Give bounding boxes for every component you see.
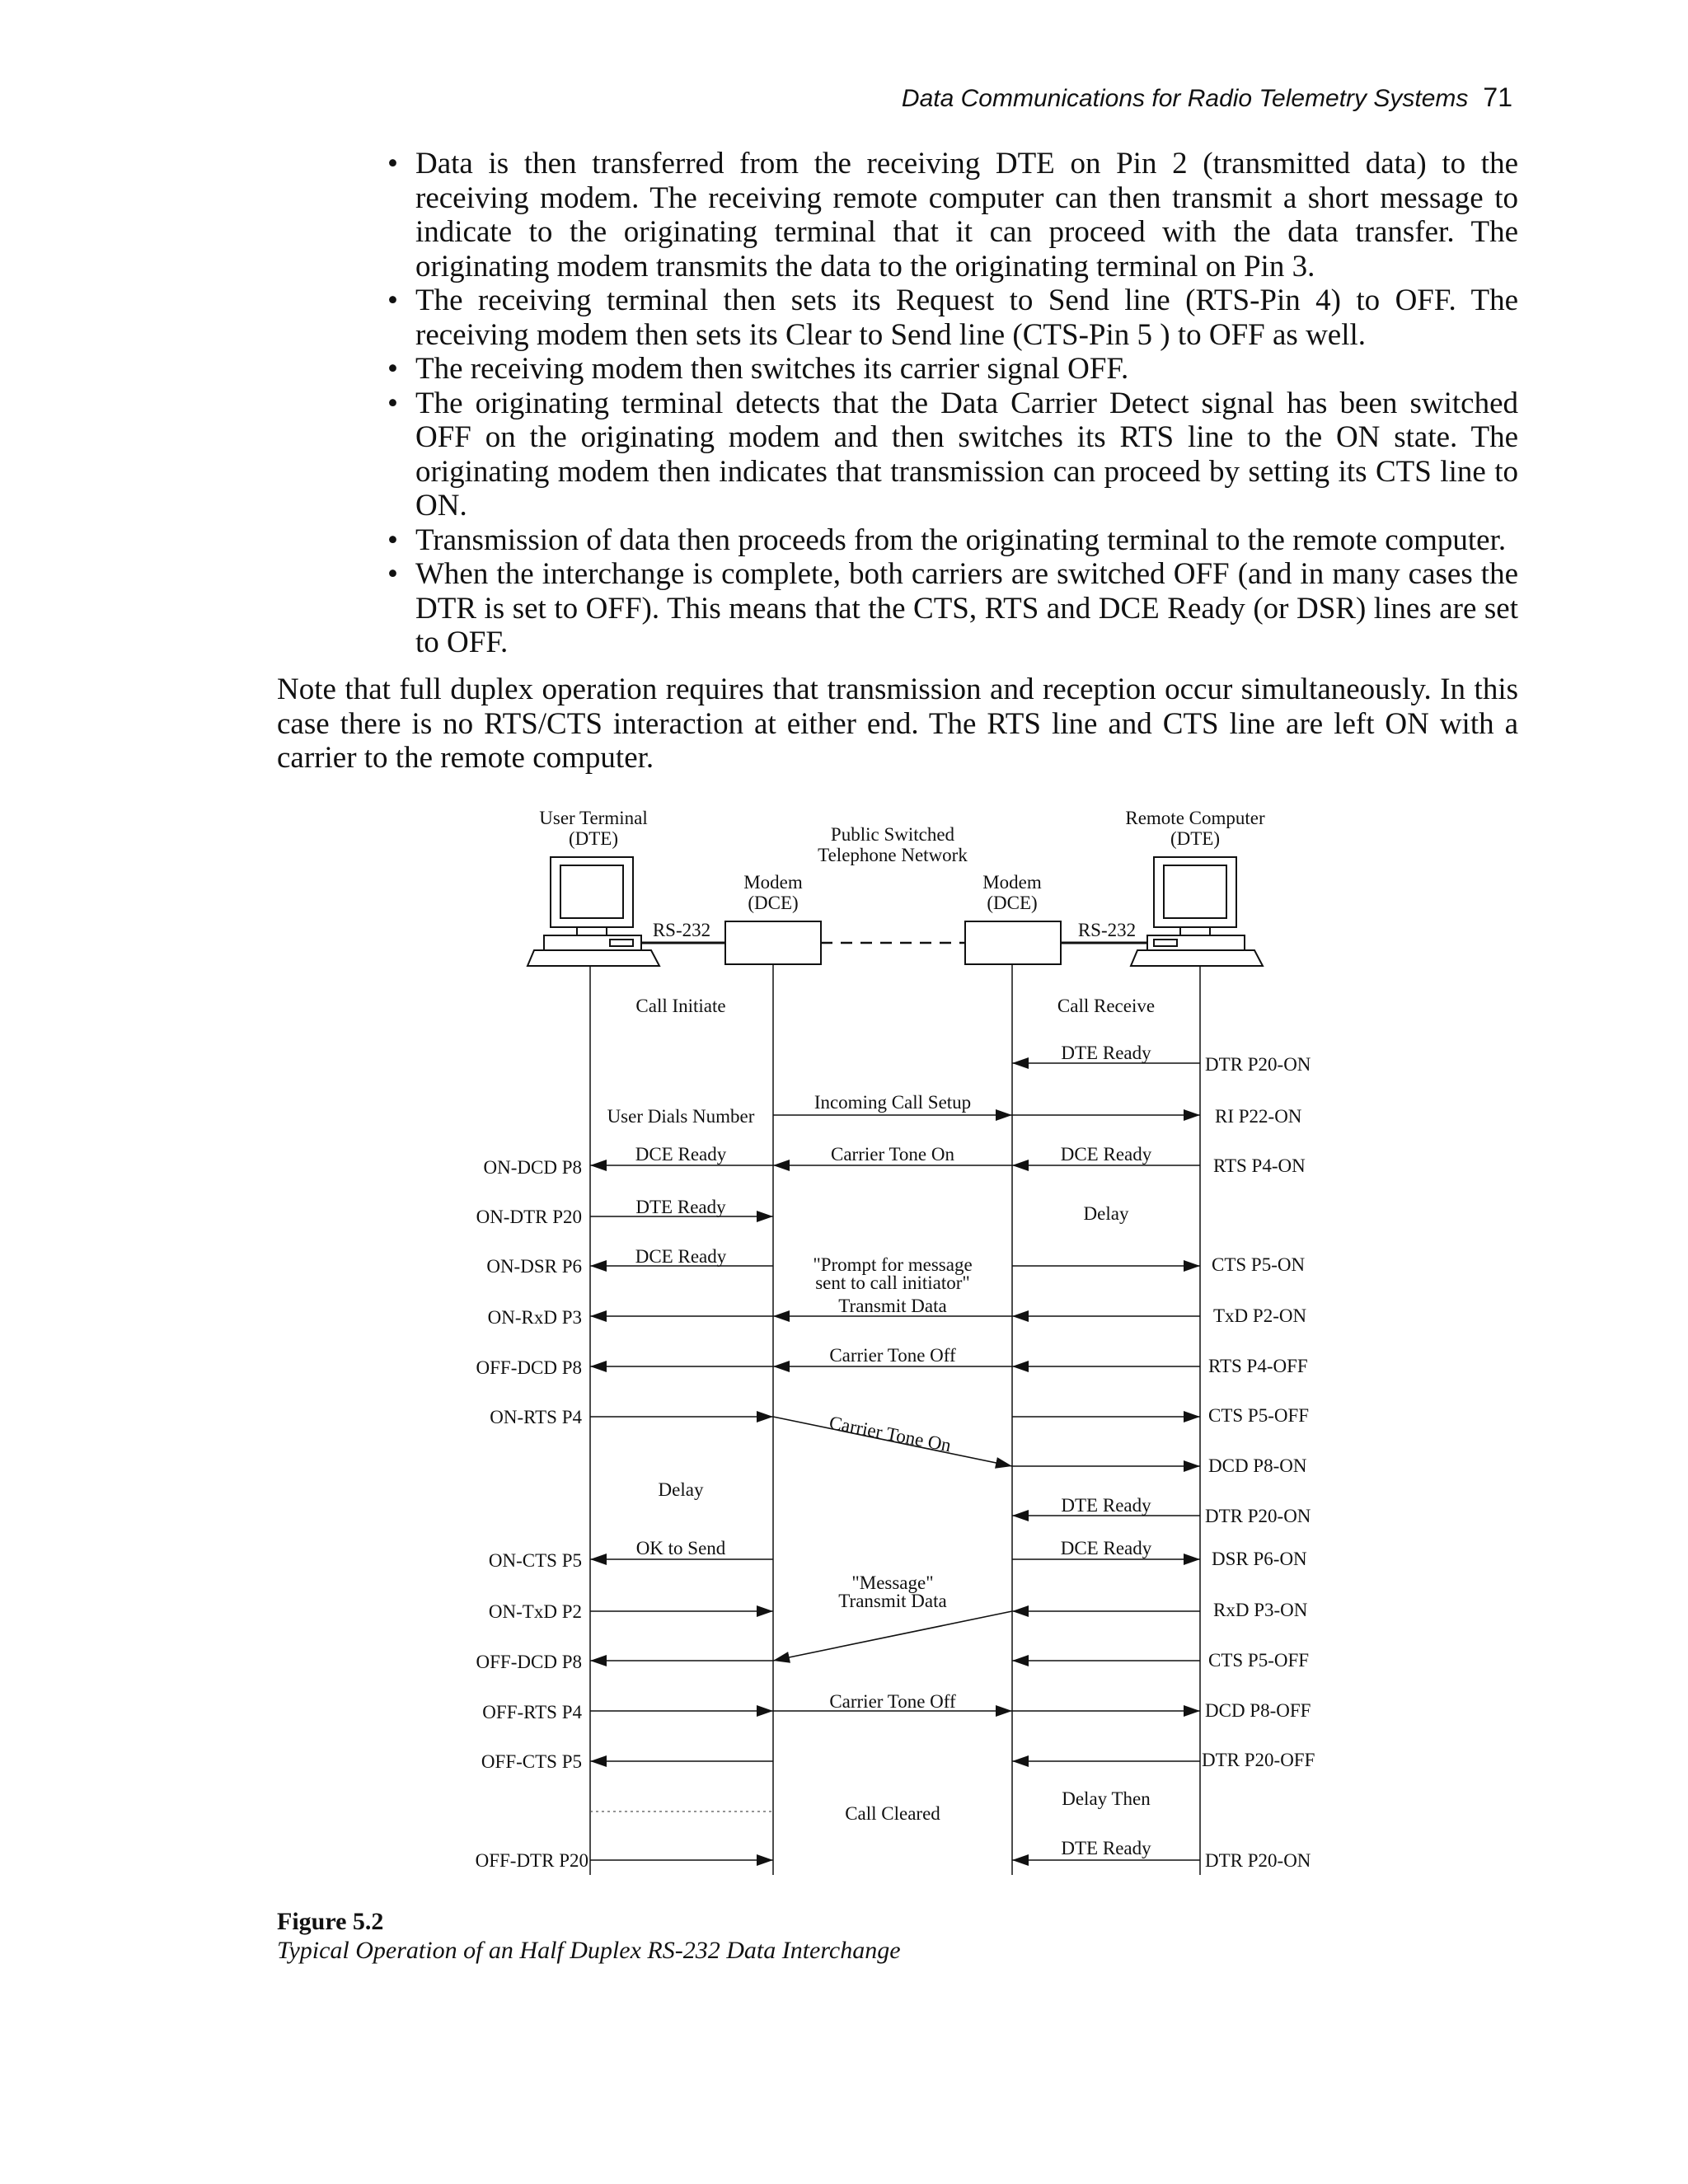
bullet-item: • Transmission of data then proceeds from the originating terminal to the remote computer. bbox=[387, 523, 1518, 558]
left-pin-label: ON-CTS P5 bbox=[488, 1550, 582, 1571]
left-pin-label: OFF-DCD P8 bbox=[476, 1652, 582, 1672]
right-pin-label: DCD P8-ON bbox=[1208, 1455, 1307, 1476]
bullet-item: • Data is then transferred from the receiving DTE on Pin 2 (transmitted data) to the receiving modem. The receiving remote computer can then transmit a short message to indicate to the originating terminal that it can proceed with the data transfer. The originating modem transmits the data to the originating terminal on Pin 3. bbox=[387, 147, 1518, 284]
running-title: Data Communications for Radio Telemetry Systems bbox=[901, 85, 1469, 112]
message-label: DTE Ready bbox=[1061, 1495, 1151, 1516]
right-pin-label: CTS P5-OFF bbox=[1208, 1405, 1310, 1426]
message-label: "Message" bbox=[851, 1572, 934, 1593]
right-pin-label: RxD P3-ON bbox=[1213, 1600, 1308, 1620]
user-terminal-sub: (DTE) bbox=[568, 828, 619, 849]
message-label: DTE Ready bbox=[1061, 1838, 1151, 1858]
page-number: 71 bbox=[1483, 82, 1512, 112]
right-pin-label: TxD P2-ON bbox=[1213, 1305, 1307, 1326]
right-pin-label: RTS P4-OFF bbox=[1208, 1356, 1308, 1376]
message-label: Call Cleared bbox=[845, 1803, 940, 1824]
modem-right-label: Modem bbox=[982, 872, 1042, 893]
message-label: Carrier Tone Off bbox=[829, 1691, 956, 1712]
network-sub: Telephone Network bbox=[818, 845, 968, 865]
modem-left-sub: (DCE) bbox=[748, 893, 799, 913]
user-terminal-label: User Terminal bbox=[539, 808, 648, 828]
message-label: Delay bbox=[658, 1479, 704, 1500]
call-receive-label: Call Receive bbox=[1057, 996, 1156, 1016]
left-pin-label: OFF-CTS P5 bbox=[481, 1751, 582, 1772]
left-pin-label: ON-TxD P2 bbox=[488, 1601, 582, 1622]
message-label: DCE Ready bbox=[1060, 1144, 1152, 1165]
right-pin-label: DTR P20-OFF bbox=[1202, 1750, 1315, 1770]
call-initiate-label: Call Initiate bbox=[635, 996, 726, 1016]
message-label: DCE Ready bbox=[635, 1246, 727, 1267]
message-label: User Dials Number bbox=[607, 1106, 755, 1127]
message-label: OK to Send bbox=[635, 1538, 726, 1558]
left-pin-label: ON-RxD P3 bbox=[487, 1307, 582, 1328]
message-label: "Prompt for message bbox=[813, 1254, 973, 1275]
right-pin-label: CTS P5-ON bbox=[1212, 1254, 1306, 1275]
message-label: Delay Then bbox=[1062, 1788, 1151, 1809]
bullet-item: • When the interchange is complete, both carriers are switched OFF (and in many cases the DTR is set to OFF). This means that the CTS, RTS and DCE Ready (or DSR) lines are set to OFF. bbox=[387, 557, 1518, 660]
modem-right-sub: (DCE) bbox=[987, 893, 1038, 913]
right-pin-label: RTS P4-ON bbox=[1213, 1155, 1306, 1176]
left-pin-label: ON-RTS P4 bbox=[490, 1407, 582, 1427]
message-label: Incoming Call Setup bbox=[814, 1092, 972, 1113]
left-pin-label: ON-DCD P8 bbox=[483, 1157, 582, 1178]
remote-computer-icon bbox=[1131, 857, 1263, 966]
right-pin-label: DTR P20-ON bbox=[1205, 1506, 1311, 1526]
left-pin-label: ON-DSR P6 bbox=[486, 1256, 582, 1277]
left-pin-label: OFF-RTS P4 bbox=[482, 1702, 582, 1722]
right-pin-label: DSR P6-ON bbox=[1212, 1549, 1307, 1569]
remote-computer-sub: (DTE) bbox=[1170, 828, 1221, 849]
message-label: DCE Ready bbox=[1060, 1538, 1152, 1558]
remote-computer-label: Remote Computer bbox=[1125, 808, 1265, 828]
bullet-item: • The originating terminal detects that the Data Carrier Detect signal has been switched OFF on the originating modem and then switches its RTS line to the ON state. The originating modem then indicates that transmission can proceed by setting its CTS line to ON. bbox=[387, 387, 1518, 523]
note-paragraph: Note that full duplex operation requires that transmission and reception occur simultaneously. In this case there is no RTS/CTS interaction at either end. The RTS line and CTS line are left ON with a carrier to the remote computer. bbox=[277, 673, 1518, 775]
right-pin-label: DCD P8-OFF bbox=[1205, 1700, 1311, 1721]
message-label: Carrier Tone On bbox=[828, 1412, 954, 1456]
modem-left-box bbox=[725, 921, 821, 964]
message-label: Carrier Tone Off bbox=[829, 1345, 956, 1366]
figure-caption: Typical Operation of an Half Duplex RS-232 Data Interchange bbox=[277, 1937, 901, 1964]
left-pin-label: ON-DTR P20 bbox=[476, 1207, 582, 1227]
message-label: sent to call initiator" bbox=[815, 1272, 970, 1293]
right-pin-label: RI P22-ON bbox=[1215, 1106, 1302, 1127]
bullet-item: • The receiving terminal then sets its Request to Send line (RTS-Pin 4) to OFF. The receiving modem then sets its Clear to Send line (CTS-Pin 5 ) to OFF as well. bbox=[387, 284, 1518, 352]
message-label: Delay bbox=[1083, 1203, 1129, 1224]
right-pin-label: DTR P20-ON bbox=[1205, 1850, 1311, 1871]
message-label: Transmit Data bbox=[838, 1591, 947, 1611]
left-pin-label: OFF-DCD P8 bbox=[476, 1357, 582, 1378]
message-arrow bbox=[773, 1611, 1012, 1661]
message-label: DTE Ready bbox=[1061, 1043, 1151, 1063]
rs232-right-label: RS-232 bbox=[1077, 920, 1137, 940]
modem-right-box bbox=[965, 921, 1061, 964]
bullet-item: • The receiving modem then switches its carrier signal OFF. bbox=[387, 352, 1518, 387]
left-pin-label: OFF-DTR P20 bbox=[475, 1850, 588, 1871]
modem-left-label: Modem bbox=[743, 872, 803, 893]
network-label: Public Switched bbox=[830, 824, 955, 845]
message-label: DTE Ready bbox=[635, 1197, 726, 1217]
right-pin-label: DTR P20-ON bbox=[1205, 1054, 1311, 1075]
user-terminal-computer-icon bbox=[528, 857, 659, 966]
message-arrows bbox=[590, 1063, 1200, 1860]
figure-label: Figure 5.2 bbox=[277, 1908, 384, 1935]
right-pin-label: CTS P5-OFF bbox=[1208, 1650, 1310, 1671]
message-label: Transmit Data bbox=[838, 1296, 947, 1316]
rs232-left-label: RS-232 bbox=[652, 920, 711, 940]
message-label: DCE Ready bbox=[635, 1144, 727, 1165]
message-label: Carrier Tone On bbox=[831, 1144, 954, 1165]
